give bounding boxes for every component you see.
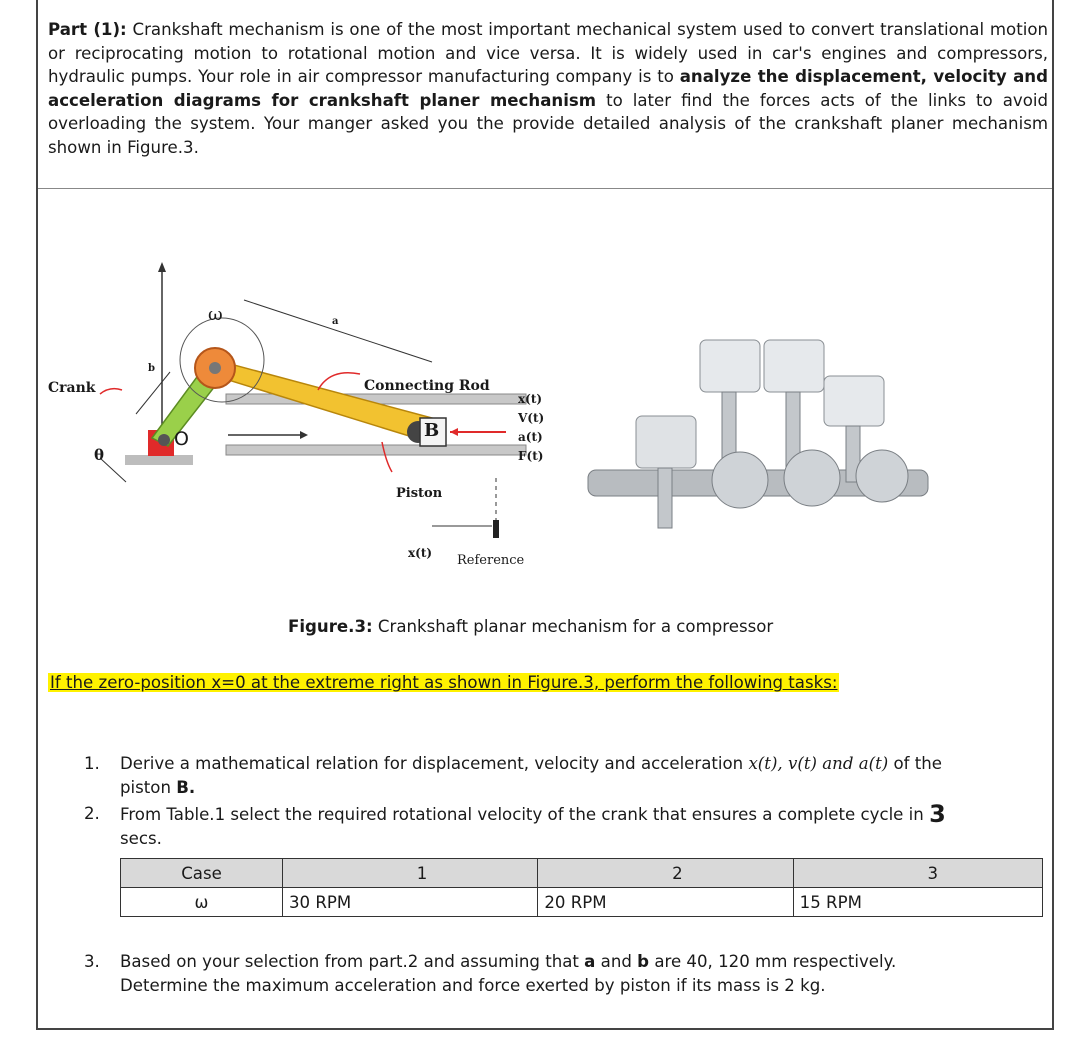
xt-bottom-label: x(t) [408,546,433,560]
item1-text: Derive a mathematical relation for displacement, velocity and acceleration [120,754,749,773]
a-label: a [332,316,339,327]
task-item-2 [84,802,1034,851]
item-number: 1. [84,754,100,773]
reference-label: Reference [457,553,525,568]
task-item-3 [84,950,1034,998]
caption-text: Crankshaft planar mechanism for a compressor [372,617,774,636]
item1-piston-b: B. [176,778,196,797]
figure-3 [40,250,1040,590]
figure-caption [288,617,773,636]
item1-line2: piston [120,778,177,797]
item3-text-2: are 40, 120 mm respectively. [649,952,897,971]
item3-a: a [584,952,596,971]
b-label: b [148,363,155,374]
xt-label: x(t) [518,392,543,406]
table-header-row [121,859,1043,888]
connecting-rod-label: Connecting Rod [364,378,490,394]
intro-tail: to later find the forces acts of the links to avoid overloading the system. Your manger asked you the provide detailed analysis of the crankshaft planer mechanism shown in Figure.3. [48,90,1049,157]
output-variables [518,390,544,466]
table-header-case: Case [121,859,283,888]
item1-tail: of the [888,754,943,773]
table-row [121,888,1043,917]
vt-label: V(t) [518,411,545,425]
table-row-label: ω [121,888,283,917]
intro-text: Crankshaft mechanism is one of the most important mechanical system used to convert translational motion or reciprocating motion to rotational motion and vice versa. It is widely used in car's engines and compressors, hydraulic pumps. Your role in air compressor manufacturing company is to [48,20,1048,86]
b-block-label: B [424,420,440,441]
table-1 [120,858,1043,917]
table-header-2: 2 [538,859,793,888]
item1-math: x(t), v(t) and a(t) [748,754,889,773]
pivot-o-label: O [174,428,189,450]
item2-secs-value: 3 [929,800,946,828]
ft-label: F(t) [518,449,544,463]
crankshaft-illustration [588,340,928,528]
table-header-1: 1 [283,859,538,888]
theta-label: θ [94,446,105,464]
task-list [84,752,1034,851]
separator [38,188,1052,189]
table-header-3: 3 [793,859,1042,888]
crank-label: Crank [48,380,96,396]
table-cell: 30 RPM [283,888,538,917]
item3-b: b [637,952,650,971]
task-item-1 [84,752,1034,800]
table-cell: 20 RPM [538,888,793,917]
item2-tail: secs. [120,829,162,848]
item3-text: Based on your selection from part.2 and assuming that [120,952,585,971]
item-number: 3. [84,952,100,971]
tasks-heading: If the zero-position x=0 at the extreme right as shown in Figure.3, perform the following tasks: [50,673,838,692]
item2-text: From Table.1 select the required rotational velocity of the crank that ensures a complete cycle in [120,805,930,824]
intro-paragraph [48,18,1048,159]
intro-bold: analyze the displacement, velocity and acceleration diagrams for crankshaft planer mechanism [48,67,1048,110]
item-number: 2. [84,804,100,823]
part-label: Part (1): [48,20,127,39]
omega-label: ω [208,304,223,325]
at-label: a(t) [518,430,543,444]
table-cell: 15 RPM [793,888,1042,917]
item3-and: and [595,952,638,971]
caption-label: Figure.3: [288,617,373,636]
piston-label: Piston [396,486,443,501]
item3-line2: Determine the maximum acceleration and force exerted by piston if its mass is 2 kg. [120,976,826,995]
